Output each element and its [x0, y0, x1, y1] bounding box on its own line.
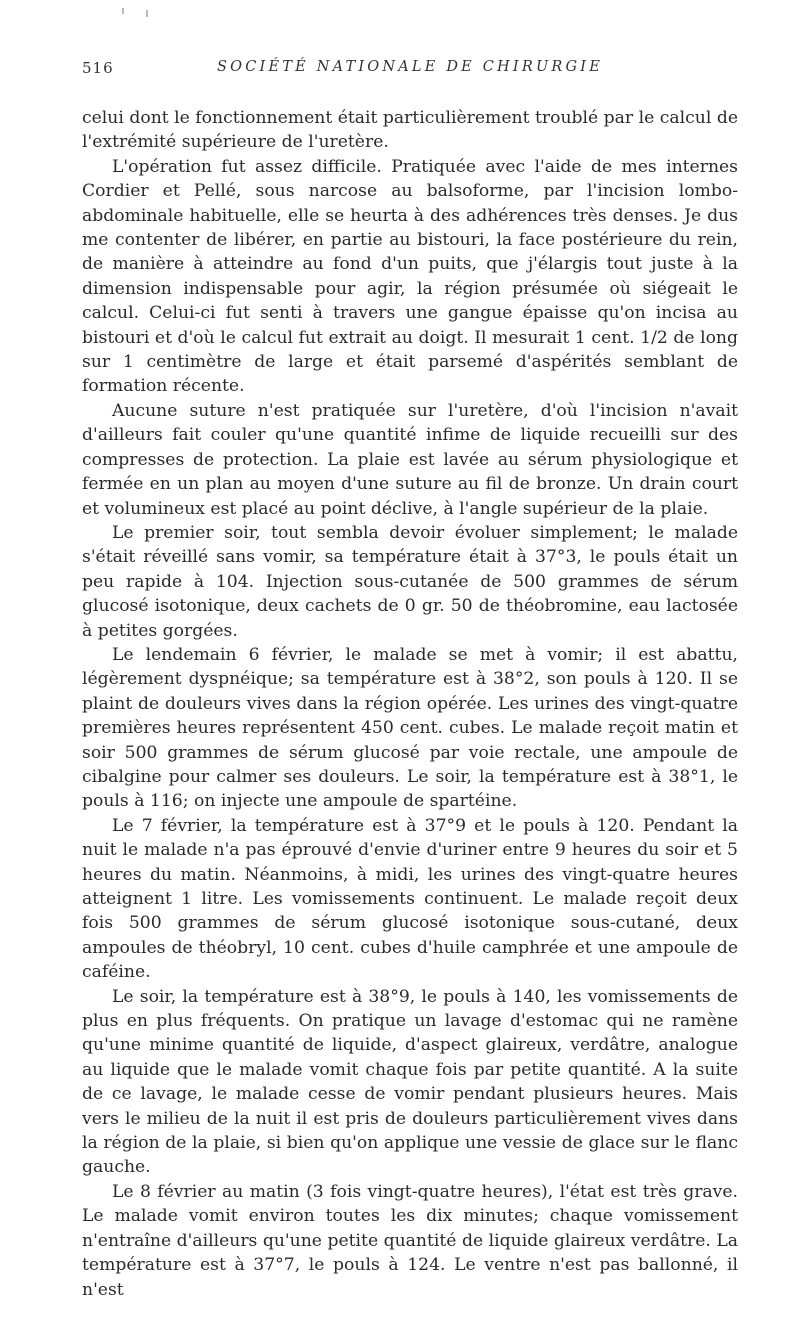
page-header [82, 59, 738, 85]
scan-speck [146, 10, 148, 17]
paragraph: Le soir, la température est à 38°9, le pouls à 140, les vomissements de plus en plus fréquents. On pratique un lavage d'estomac qui ne ramène qu'une minime quantité de liquide, d'aspect glaireux, verdâtre, analogue au liquide que le malade vomit chaque fois par petite quantité. A la suite de ce lavage, le malade cesse de vomir pendant plusieurs heures. Mais vers le milieu de la nuit il est pris de douleurs particulièrement vives dans la région de la plaie, si bien qu'on applique une vessie de glace sur le flanc gauche. [82, 986, 738, 1178]
paragraph: L'opération fut assez difficile. Pratiquée avec l'aide de mes internes Cordier et Pellé, sous narcose au balsoforme, par l'incision lombo-abdominale habituelle, elle se heurta à des adhérences très denses. Je dus me contenter de libérer, en partie au bistouri, la face postérieure du rein, de manière à atteindre au fond d'un puits, que j'élargis tout juste à la dimension indispensable pour agir, la région présumée où siégeait le calcul. Celui-ci fut senti à travers une gangue épaisse qu'on incisa au bistouri et d'où le calcul fut extrait au doigt. Il mesurait 1 cent. 1/2 de long sur 1 centimètre de large et était parsemé d'aspérités semblant de formation récente. [82, 156, 738, 397]
body-text [82, 106, 738, 1302]
paragraph: Aucune suture n'est pratiquée sur l'uretère, d'où l'incision n'avait d'ailleurs fait couler qu'une quantité infime de liquide recueilli sur des compresses de protection. La plaie est lavée au sérum physiologique et fermée en un plan au moyen d'une suture au fil de bronze. Un drain court et volumineux est placé au point déclive, à l'angle supérieur de la plaie. [82, 400, 738, 519]
running-head: SOCIÉTÉ NATIONALE DE CHIRURGIE [217, 59, 603, 75]
paragraph: Le 8 février au matin (3 fois vingt-quatre heures), l'état est très grave. Le malade vomit environ toutes les dix minutes; chaque vomissement n'entraîne d'ailleurs qu'une petite quantité de liquide glaireux verdâtre. La température est à 37°7, le pouls à 124. Le ventre n'est pas ballonné, il n'est [82, 1181, 738, 1300]
paragraph: Le 7 février, la température est à 37°9 et le pouls à 120. Pendant la nuit le malade n'a pas éprouvé d'envie d'uriner entre 9 heures du soir et 5 heures du matin. Néanmoins, à midi, les urines des vingt-quatre heures atteignent 1 litre. Les vomissements continuent. Le malade reçoit deux fois 500 grammes de sérum glucosé isotonique sous-cutané, deux ampoules de théobryl, 10 cent. cubes d'huile camphrée et une ampoule de caféine. [82, 815, 738, 983]
paragraph: celui dont le fonctionnement était particulièrement troublé par le calcul de l'extrémité supérieure de l'uretère. [82, 108, 738, 153]
paragraph: Le premier soir, tout sembla devoir évoluer simplement; le malade s'était réveillé sans vomir, sa température était à 37°3, le pouls était un peu rapide à 104. Injection sous-cutanée de 500 grammes de sérum glucosé isotonique, deux cachets de 0 gr. 50 de théobromine, eau lactosée à petites gorgées. [82, 522, 738, 641]
paragraph: Le lendemain 6 février, le malade se met à vomir; il est abattu, légèrement dyspnéique; sa température est à 38°2, son pouls à 120. Il se plaint de douleurs vives dans la région opérée. Les urines des vingt-quatre premières heures représentent 450 cent. cubes. Le malade reçoit matin et soir 500 grammes de sérum glucosé par voie rectale, une ampoule de cibalgine pour calmer ses douleurs. Le soir, la température est à 38°1, le pouls à 116; on injecte une ampoule de spartéine. [82, 644, 738, 812]
page-number: 516 [82, 59, 114, 77]
scan-speck [122, 8, 124, 14]
